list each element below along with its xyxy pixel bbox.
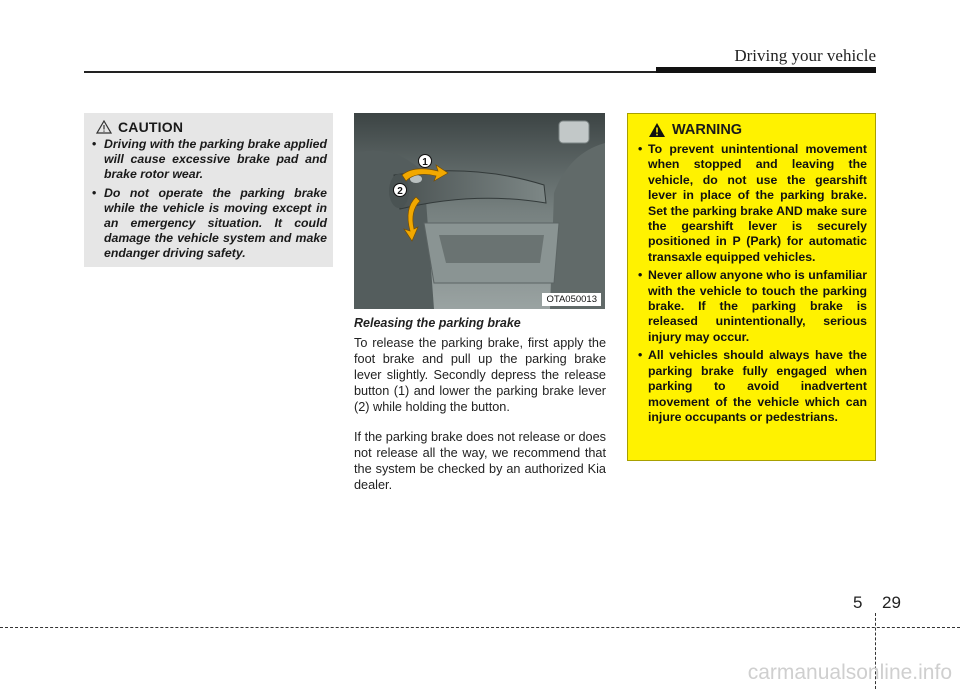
- warning-item: • To prevent unintentional movement when stopped and leaving the vehicle, do not use the gearshift lever in place of the parking brake. Set the parking brake AND make sure the gearshift lever is securely positioned in P (Park) for automatic transaxle equipped vehicles.: [638, 142, 867, 264]
- warning-box: [627, 113, 876, 461]
- watermark: carmanualsonline.info: [747, 661, 952, 684]
- header-rule: [84, 71, 656, 73]
- header-rule-accent: [656, 67, 876, 73]
- caution-item: • Do not operate the parking brake while the vehicle is moving except in an emergency situation. It could damage the vehicle system and make endanger driving safety.: [92, 186, 327, 260]
- caution-box: [84, 113, 333, 267]
- main-text-column: [354, 316, 606, 507]
- figure-code: OTA050013: [542, 293, 601, 306]
- parking-brake-illustration: [354, 113, 605, 309]
- caution-header: [96, 119, 327, 135]
- footer-rule: [0, 627, 960, 628]
- warning-item: • All vehicles should always have the parking brake fully engaged when parking to avoid inadvertent movement of the vehicle which can injure occupants or pedestrians.: [638, 348, 867, 424]
- chapter-number: 5: [853, 593, 863, 612]
- warning-item: • Never allow anyone who is unfamiliar with the vehicle to touch the parking brake. If the parking brake is released unintentionally, serious injury may occur.: [638, 268, 867, 344]
- callout-2: 2: [397, 186, 403, 197]
- caution-item: • Driving with the parking brake applied will cause excessive brake pad and brake rotor wear.: [92, 137, 327, 181]
- section-subheading: Releasing the parking brake: [354, 316, 521, 330]
- caution-list: [92, 137, 327, 261]
- caution-triangle-icon: [96, 120, 112, 134]
- paragraph: To release the parking brake, first apply the foot brake and pull up the parking brake lever slightly. Secondly depress the release button (1) and lower the parking brake lever (2) while holding the button.: [354, 336, 606, 414]
- callout-1: 1: [422, 157, 428, 168]
- paragraph: If the parking brake does not release or does not release all the way, we recommend that the system be checked by an authorized Kia dealer.: [354, 430, 606, 492]
- caution-title: CAUTION: [118, 119, 184, 135]
- running-header-title: Driving your vehicle: [734, 46, 876, 65]
- page-number: 29: [882, 593, 901, 612]
- parking-brake-photo: [354, 113, 605, 309]
- warning-title: WARNING: [672, 122, 743, 138]
- warning-triangle-icon: [648, 122, 666, 138]
- warning-list: [638, 142, 867, 425]
- warning-header: [648, 122, 867, 138]
